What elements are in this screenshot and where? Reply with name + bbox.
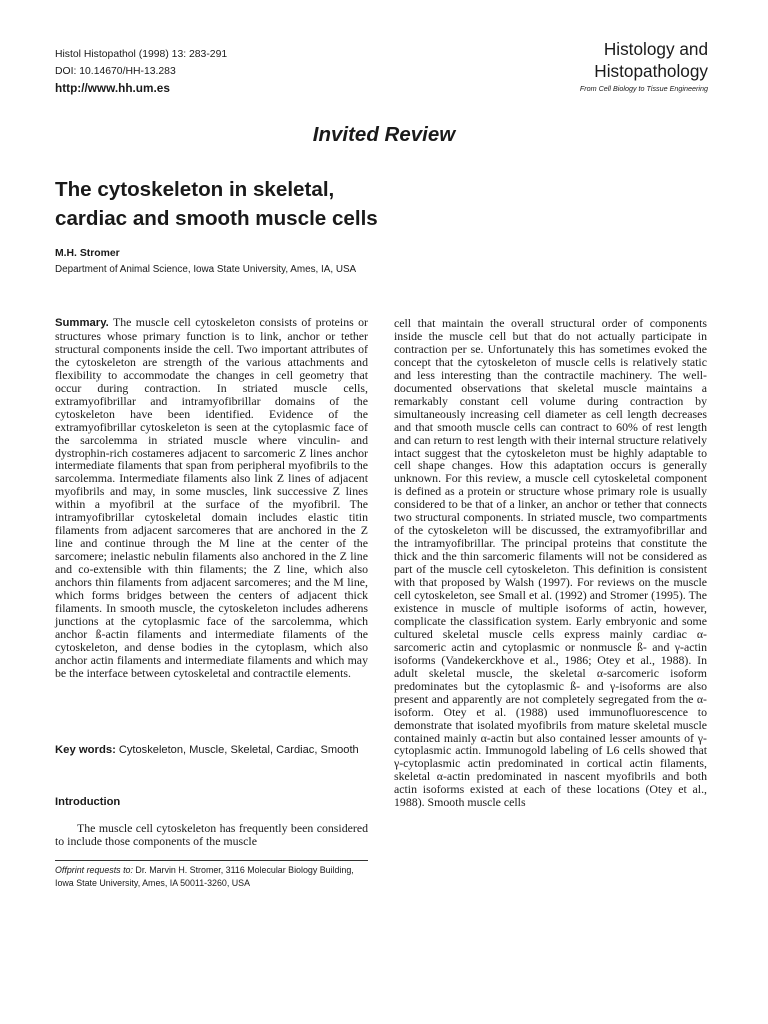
summary-paragraph <box>55 316 368 680</box>
journal-name-line1: Histology and <box>603 39 708 59</box>
keywords-label: Key words: <box>55 744 116 756</box>
journal-name-line2: Histopathology <box>594 60 708 81</box>
introduction-paragraph: The muscle cell cytoskeleton has frequently been considered to include those components of the muscle <box>55 821 368 848</box>
title-line-1: The cytoskeleton in skeletal, <box>55 178 335 201</box>
right-column-body: cell that maintain the overall structural order of components inside the muscle cell but that do not actually participate in contraction per se. Unfortunately this has sometimes evoked the concept that the cytoskeleton of muscle cells is relatively static and less interesting than the contractile machinery. The well-documented observations that skeletal muscle maintains a remarkably constant cell volume during contraction by simultaneously increasing cell diameter as cell length decreases and that smooth muscle cells can contract to 60% of rest length and can return to rest length with their internal structure relatively intact suggest that the cytoskeleton must be highly adaptable to cell shape changes. How this adaptation occurs is generally unknown. For this review, a muscle cell cytoskeletal component is defined as a protein or structure whose primary role is usually considered to be that of a linker, an anchor or tether that connects two structural components. In striated muscle, two compartments of the cytoskeleton will be discussed, the extramyofibrillar and the intramyofibrillar. The principal proteins that constitute the thick and the thin sarcomeric filaments will not be considered as part of the muscle cell cytoskeleton. This definition is consistent with that proposed by Walsh (1997). For reviews on the muscle cell cytoskeleton, see Small et al. (1992) and Stromer (1995). The existence in muscle of multiple isoforms of actin, however, complicate the classification system. Early embryonic and some cultured skeletal muscle cells express mainly cardiac α-sarcomeric actin and cytoplasmic or nonmuscle ß- and γ-actin isoforms (Vandekerckhove et al., 1986; Otey et al., 1988). In adult skeletal muscle, the skeletal α-sarcomeric isoform predominates but the cytoplasmic ß- and γ-isoforms are also present and apparently are not completely segregated from the α-isoform. Otey et al. (1988) used immunofluorescence to demonstrate that isolated myofibrils from mature skeletal muscle contained mainly α-actin but also contained lesser amounts of γ-cytoplasmic actin. Immunogold labeling of L6 cells showed that γ-cytoplasmic actin predominated in cortical actin filaments, skeletal α-actin predominated in nascent myofibrils and both actin isoforms existed at each of these locations (Otey et al., 1988). Smooth muscle cells <box>394 316 707 810</box>
title-line-2: cardiac and smooth muscle cells <box>55 206 378 230</box>
offprint-text: Dr. Marvin H. Stromer, 3116 Molecular Biology Building, Iowa State University, Ames, IA 50011-3260, USA <box>55 865 354 888</box>
keywords <box>55 743 368 757</box>
offprint-label: Offprint requests to: <box>55 865 133 875</box>
journal-subtitle: From Cell Biology to Tissue Engineering <box>579 84 708 93</box>
journal-url-link[interactable]: http://www.hh.um.es <box>55 81 170 95</box>
article-type: Invited Review <box>312 123 456 146</box>
author-affiliation: Department of Animal Science, Iowa State University, Ames, IA, USA <box>55 264 357 275</box>
summary-label: Summary. <box>55 317 109 329</box>
journal-header-left <box>55 47 227 97</box>
doi: DOI: 10.14670/HH-13.283 <box>55 65 176 77</box>
offprint-footnote <box>55 864 368 890</box>
keywords-text: Cytoskeleton, Muscle, Skeletal, Cardiac, Smooth <box>118 744 359 756</box>
article-title <box>55 176 378 233</box>
introduction-heading: Introduction <box>55 796 121 808</box>
author-name: M.H. Stromer <box>55 248 120 259</box>
footnote-divider <box>55 860 368 861</box>
summary-text: The muscle cell cytoskeleton consists of proteins or structures whose primary function is to link, anchor or tether structural components inside the cell. Two important attributes of the cytoskeleton are strength of the various attachments and flexibility to accommodate the changes in cell geometry that occur during contraction. In striated muscle cells, extramyofibrillar and intramyofibrillar domains of the cytoskeleton have been identified. Evidence of the extramyofibrillar cytoskeleton is seen at the cytoplasmic face of the sarcolemma in striated muscle where vinculin- and dystrophin-rich costameres adjacent to sarcomeric Z lines anchor intermediate filaments that span from peripheral myofibrils to the sarcolemma. Intermediate filaments also link Z lines of adjacent myofibrils and may, in some muscles, link successive Z lines within a myofibril at the surface of the myofibril. The intramyofibrillar cytoskeletal domain includes elastic titin filaments from adjacent sarcomeres that are anchored in the Z line and continue through the M line at the center of the sarcomere; inelastic nebulin filaments also anchored in the Z line and co-extensible with thin filaments; the Z line, which also anchors thin filaments from adjacent sarcomeres; and the M line, which forms bridges between the centers of adjacent thick filaments. In smooth muscle, the cytoskeleton includes adherens junctions at the cytoplasmic face of the sarcolemma, which anchor ß-actin filaments and intermediate filaments of the cytoskeleton, and dense bodies in the cytoplasm, which also anchor actin filaments and intermediate filaments and which may be the interface between cytoskeletal and contractile elements. <box>55 315 369 680</box>
citation: Histol Histopathol (1998) 13: 283-291 <box>55 49 228 60</box>
journal-header-right <box>480 39 708 93</box>
